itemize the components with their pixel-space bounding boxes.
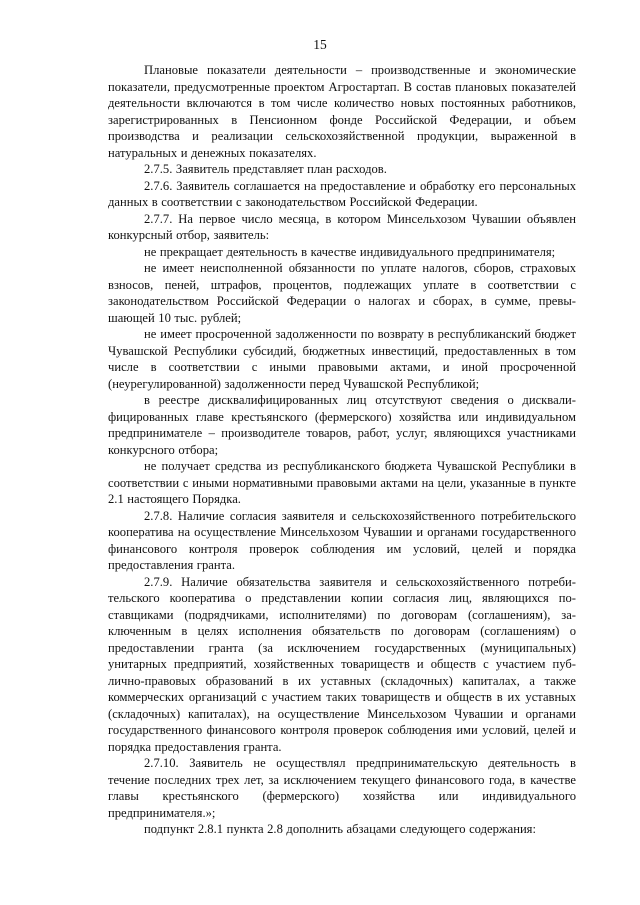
- paragraph-subclause-2-8-1: подпункт 2.8.1 пункта 2.8 дополнить абзацами следующего содержания:: [144, 822, 536, 836]
- paragraph-2-7-7: 2.7.7. На первое число месяца, в котором Минсельхозом Чувашии объявлен конкурсный отбор, заявитель:: [108, 211, 576, 242]
- paragraph-no-overdue-debt: не имеет просроченной задолженности по возврату в республиканский бюджет Чувашской Республики субсидий, бюджетных инвестиций, предоставленных в том числе в соответствии с иными правовыми актами, и иной просроченной (неурегулированной) задолженности перед Чувашской Республикой;: [108, 327, 576, 391]
- paragraph-disqualified-registry: в реестре дисквалифицированных лиц отсутствуют сведения о дисквалифицированных главе крестьянского (фермерского) хозяйства или индивидуальном предпринимателе – производителе товаров, работ, услуг, являющихся участниками конкурсного отбора;: [108, 393, 576, 457]
- paragraph-no-tax-debt: не имеет неисполненной обязанности по уплате налогов, сборов, страховых взносов, пеней, штрафов, процентов, подлежащих уплате в соответствии с законодательством Российской Федерации о налогах и сборах, в сумме, превышающей 10 тыс. рублей;: [108, 261, 576, 325]
- paragraph-2-7-5: 2.7.5. Заявитель представляет план расходов.: [144, 162, 387, 176]
- paragraph-2-7-6: 2.7.6. Заявитель соглашается на предоставление и обработку его персональных данных в соответствии с законодательством Российской Федерации.: [108, 178, 576, 209]
- document-body: [108, 62, 576, 838]
- paragraph-2-7-8: 2.7.8. Наличие согласия заявителя и сельскохозяйственного потребительского кооператива на осуществление Минсельхозом Чувашии и органами государственного финансового контроля проверок соблюдения им условий, целей и порядка предоставления гранта.: [108, 508, 576, 572]
- paragraph-2-7-10: 2.7.10. Заявитель не осуществлял предпринимательскую деятельность в течение последних трех лет, за исключением текущего финансового года, в качестве главы крестьянского (фермерского) хозяйства или индивидуального предпринимателя.»;: [108, 756, 576, 820]
- paragraph-planned-indicators: Плановые показатели деятельности – производственные и экономические показатели, предусмотренные проектом Агростартап. В состав плановых показателей деятельности включаются в том числе количество новых постоянных работников, зарегистрированных в Пенсионном фонде Российской Федерации, и объем производства и реализации сельскохозяйственной продукции, выраженной в натуральных и денежных показателях.: [108, 63, 576, 160]
- page-number: 15: [313, 37, 327, 52]
- paragraph-2-7-9: 2.7.9. Наличие обязательства заявителя и сельскохозяйственного потребительского кооператива о представлении копии согласия лиц, являющихся поставщиками (подрядчиками, исполнителями) по договорам (соглашениям), заключенным в целях исполнения обязательств по договорам (соглашениям) о предоставлении гранта (за исключением государственных (муниципальных) унитарных предприятий, хозяйственных товариществ и обществ с участием публично-правовых образований в их уставных (складочных) капиталах, а также коммерческих организаций с участием таких товариществ и обществ в их уставных (складочных) капиталах), на осуществление Минсельхозом Чувашии и органами государственного финансового контроля проверок соблюдения ими условий, целей и порядка предоставления гранта.: [108, 574, 576, 754]
- paragraph-no-other-funds: не получает средства из республиканского бюджета Чувашской Республики в соответствии с иными нормативными правовыми актами на цели, указанные в пункте 2.1 настоящего Порядка.: [108, 459, 576, 506]
- paragraph-not-terminated: не прекращает деятельность в качестве индивидуального предпринимателя;: [144, 244, 556, 259]
